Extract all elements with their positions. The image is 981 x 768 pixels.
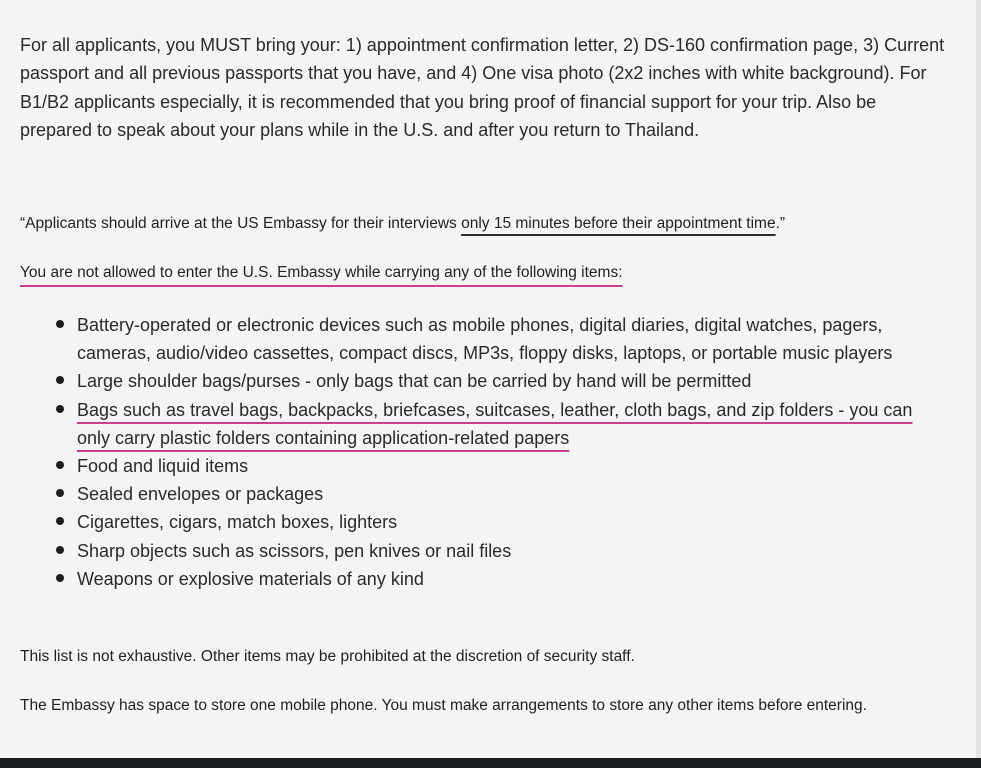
bottom-bar <box>0 758 981 768</box>
list-item-text: Food and liquid items <box>77 456 249 477</box>
list-item <box>56 537 941 565</box>
bullet-icon <box>56 546 64 554</box>
arrival-time-highlight: only 15 minutes before their appointment time <box>461 215 776 232</box>
bullet-icon <box>56 320 64 328</box>
bullet-icon <box>56 489 64 497</box>
list-item-text: Battery-operated or electronic devices such as mobile phones, digital diaries, digital watches, pagers, cameras, audio/video cassettes, compact discs, MP3s, floppy disks, laptops, or portable music players <box>77 315 893 364</box>
list-item <box>56 396 941 452</box>
bullet-icon <box>56 376 64 384</box>
list-item <box>56 452 941 480</box>
arrival-quote-suffix: .” <box>775 215 786 232</box>
bullet-icon <box>56 574 64 582</box>
list-item-text: Sealed envelopes or packages <box>77 484 324 505</box>
arrival-quote-prefix: “Applicants should arrive at the US Embassy for their interviews <box>20 215 462 232</box>
page-edge-divider <box>976 0 981 758</box>
list-item <box>56 508 941 536</box>
list-item <box>56 367 941 395</box>
list-item-text-highlighted: Bags such as travel bags, backpacks, briefcases, suitcases, leather, cloth bags, and zip folders - you can only carry plastic folders containing application-related papers <box>77 399 913 448</box>
bullet-icon <box>56 517 64 525</box>
bullet-icon <box>56 461 64 469</box>
storage-note: The Embassy has space to store one mobile phone. You must make arrangements to store any other items before entering. <box>20 697 867 714</box>
list-item <box>56 480 941 508</box>
list-item-text: Sharp objects such as scissors, pen knives or nail files <box>77 540 512 561</box>
list-item-text: Large shoulder bags/purses - only bags that can be carried by hand will be permitted <box>77 371 752 392</box>
list-item-text: Cigarettes, cigars, match boxes, lighters <box>77 512 398 533</box>
list-item <box>56 311 941 367</box>
exhaustive-note: This list is not exhaustive. Other items may be prohibited at the discretion of security staff. <box>20 648 635 665</box>
prohibited-items-heading <box>20 259 960 286</box>
list-item <box>56 565 941 593</box>
prohibited-items-heading-text: You are not allowed to enter the U.S. Embassy while carrying any of the following items: <box>20 264 623 281</box>
prohibited-items-list <box>56 311 941 593</box>
list-item-text: Weapons or explosive materials of any kind <box>77 568 424 589</box>
arrival-quote <box>20 210 960 237</box>
bullet-icon <box>56 405 64 413</box>
intro-paragraph: For all applicants, you MUST bring your: 1) appointment confirmation letter, 2) DS-160 confirmation page, 3) Current passport and all previous passports that you have, and 4) One visa photo (2x2 inches with white background). For B1/B2 applicants especially, it is recommended that you bring proof of financial support for your trip. Also be prepared to speak about your plans while in the U.S. and after you return to Thailand. <box>20 35 945 140</box>
